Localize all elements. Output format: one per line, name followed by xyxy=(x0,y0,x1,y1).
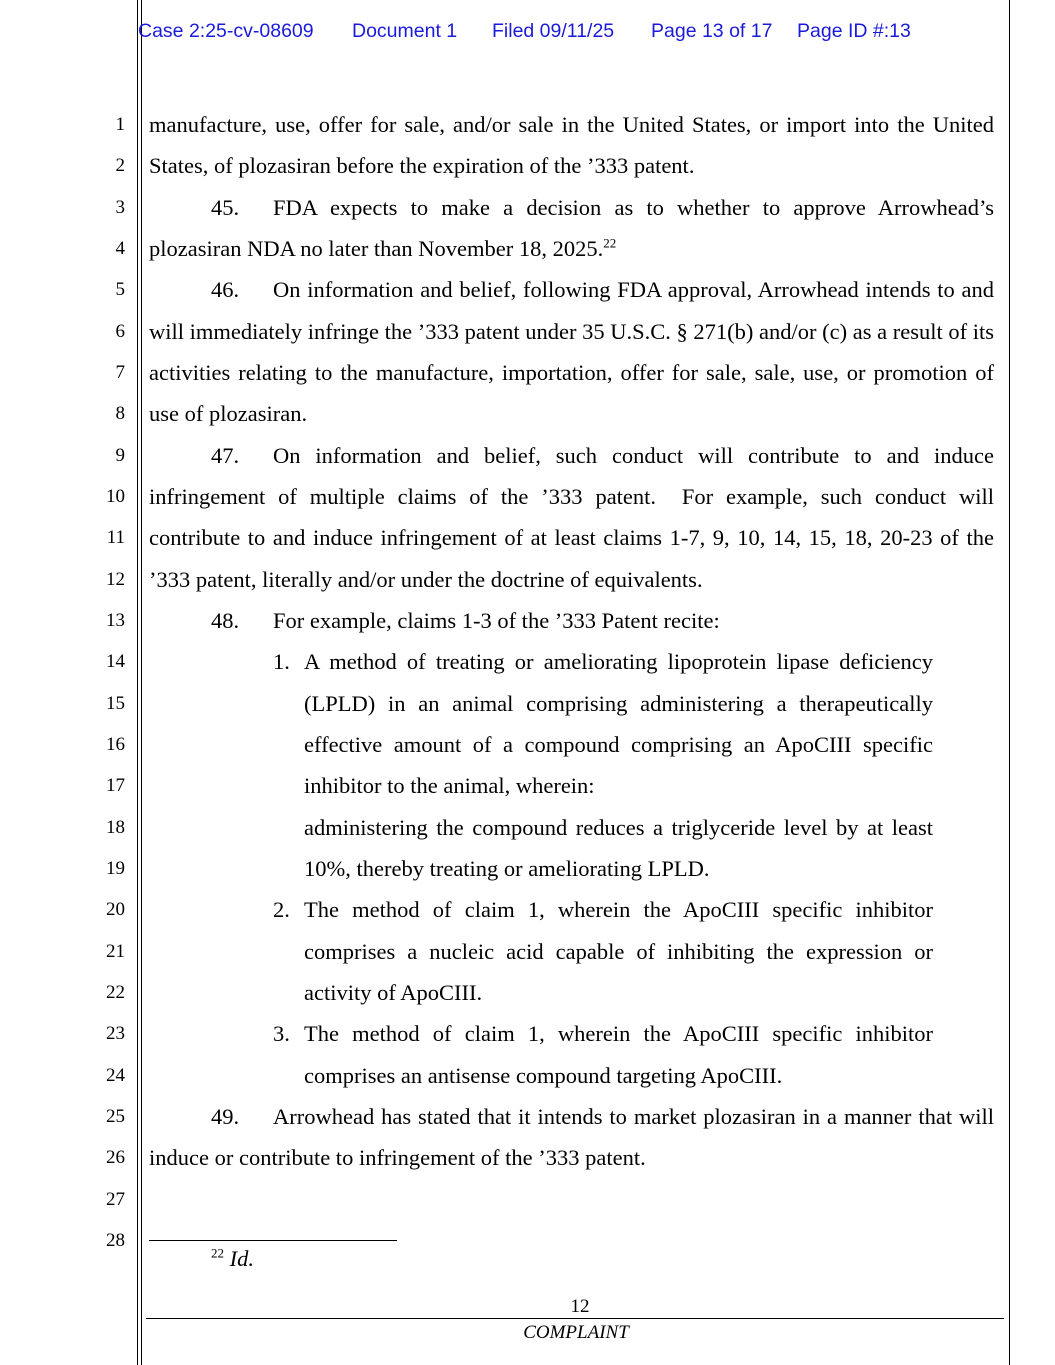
paragraph-text: FDA expects to make a decision as to whether to approve Arrowhead’s plozasiran NDA no later than November 18, 2025. xyxy=(149,194,994,261)
line-number: 20 xyxy=(106,899,125,921)
footer-divider xyxy=(146,1318,1004,1319)
paragraph-47 xyxy=(149,435,1000,600)
line-numbers xyxy=(95,104,125,1261)
line-number: 24 xyxy=(106,1064,125,1086)
paragraph-number: 49. xyxy=(211,1103,240,1129)
line-number: 10 xyxy=(106,485,125,507)
line-number: 11 xyxy=(106,527,125,549)
line-number: 15 xyxy=(106,692,125,714)
paragraph-text: For example, claims 1-3 of the ’333 Patent recite: xyxy=(273,607,720,633)
footer-title: COMPLAINT xyxy=(523,1322,629,1343)
header-document: Document 1 xyxy=(352,20,458,42)
paragraph-text: On information and belief, following FDA approval, Arrowhead intends to and will immediately infringe the ’333 patent under 35 U.S.C. § 271(b) and/or (c) as a result of its activities relating to the manufacture, importation, offer for sale, sale, use, or promotion of use of plozasiran. xyxy=(149,277,994,427)
claim-1 xyxy=(273,641,933,806)
line-number: 5 xyxy=(115,279,125,301)
line-number: 26 xyxy=(106,1147,125,1169)
line-number: 8 xyxy=(115,403,125,425)
line-number: 2 xyxy=(115,155,125,177)
paragraph-45 xyxy=(149,187,994,270)
paragraph-text: Arrowhead has stated that it intends to market plozasiran in a manner that will induce or contribute to infringement of the ’333 patent. xyxy=(149,1103,994,1171)
line-number: 28 xyxy=(106,1229,125,1251)
paragraph-46 xyxy=(149,269,994,434)
header-page-count: Page 13 of 17 xyxy=(651,20,773,42)
line-number: 13 xyxy=(106,609,125,631)
line-number: 7 xyxy=(115,361,125,383)
line-number: 17 xyxy=(106,775,125,797)
claim-1-subparagraph: administering the compound reduces a triglyceride level by at least 10%, thereby treating or ameliorating LPLD. xyxy=(304,814,933,881)
paragraph-number: 45. xyxy=(211,194,240,220)
footnote-number: 22 xyxy=(211,1245,224,1261)
claim-number: 3. xyxy=(273,1021,290,1047)
line-number: 22 xyxy=(106,981,125,1003)
line-number: 12 xyxy=(106,568,125,590)
paragraph-number: 48. xyxy=(211,607,240,633)
footnote-divider xyxy=(149,1240,397,1241)
footnote-text: Id. xyxy=(229,1246,254,1271)
header-page-id: Page ID #:13 xyxy=(797,20,911,42)
header-filed-date: Filed 09/11/25 xyxy=(492,20,615,42)
claim-number: 1. xyxy=(273,649,290,675)
paragraph-number: 47. xyxy=(211,442,240,468)
claim-text: The method of claim 1, wherein the ApoCIII specific inhibitor comprises a nucleic acid capable of inhibiting the expression or activity of ApoCIII. xyxy=(304,897,933,1005)
line-number: 6 xyxy=(115,320,125,342)
footnote-reference: 22 xyxy=(603,235,617,251)
line-number: 18 xyxy=(106,816,125,838)
line-number: 14 xyxy=(106,651,125,673)
paragraph-number: 46. xyxy=(211,277,240,303)
claim-text: A method of treating or ameliorating lipoprotein lipase deficiency (LPLD) in an animal comprising administering a therapeutically effective amount of a compound comprising an ApoCIII specific inhibitor to the animal, wherein: xyxy=(304,649,933,799)
paragraph-49 xyxy=(149,1096,994,1179)
page-number: 12 xyxy=(570,1296,590,1317)
body-text xyxy=(149,104,1000,1179)
claim-3 xyxy=(273,1013,933,1096)
line-number: 23 xyxy=(106,1023,125,1045)
line-number: 1 xyxy=(115,114,125,135)
right-margin-line xyxy=(1009,0,1010,1365)
line-number: 16 xyxy=(106,733,125,755)
left-margin-line-inner xyxy=(141,0,142,1365)
paragraph-48 xyxy=(149,600,994,641)
line-number: 27 xyxy=(106,1188,125,1210)
line-number: 19 xyxy=(106,857,125,879)
paragraph-text: On information and belief, such conduct will contribute to and induce infringement of multiple claims of the ’333 patent. For example, such conduct will contribute to and induce infringement of at least claims 1-7, 9, 10, 14, 15, 18, 20-23 of the ’333 patent, literally and/or under the doctrine of equivalents. xyxy=(149,442,1000,592)
line-number: 4 xyxy=(115,237,125,259)
line-number: 25 xyxy=(106,1105,125,1127)
claim-number: 2. xyxy=(273,897,290,923)
claims-list xyxy=(273,641,933,1096)
line-number: 9 xyxy=(115,444,125,466)
claim-text: The method of claim 1, wherein the ApoCIII specific inhibitor comprises an antisense compound targeting ApoCIII. xyxy=(304,1021,933,1088)
claim-2 xyxy=(273,889,933,1013)
line-number: 3 xyxy=(115,196,125,218)
header-case-number: Case 2:25-cv-08609 xyxy=(138,20,314,42)
footnote xyxy=(211,1246,254,1272)
left-margin-line-outer xyxy=(137,0,138,1365)
paragraph-continued: manufacture, use, offer for sale, and/or sale in the United States, or import into the United States, of plozasiran before the expiration of the ’333 patent. xyxy=(149,112,994,179)
line-number: 21 xyxy=(106,940,125,962)
